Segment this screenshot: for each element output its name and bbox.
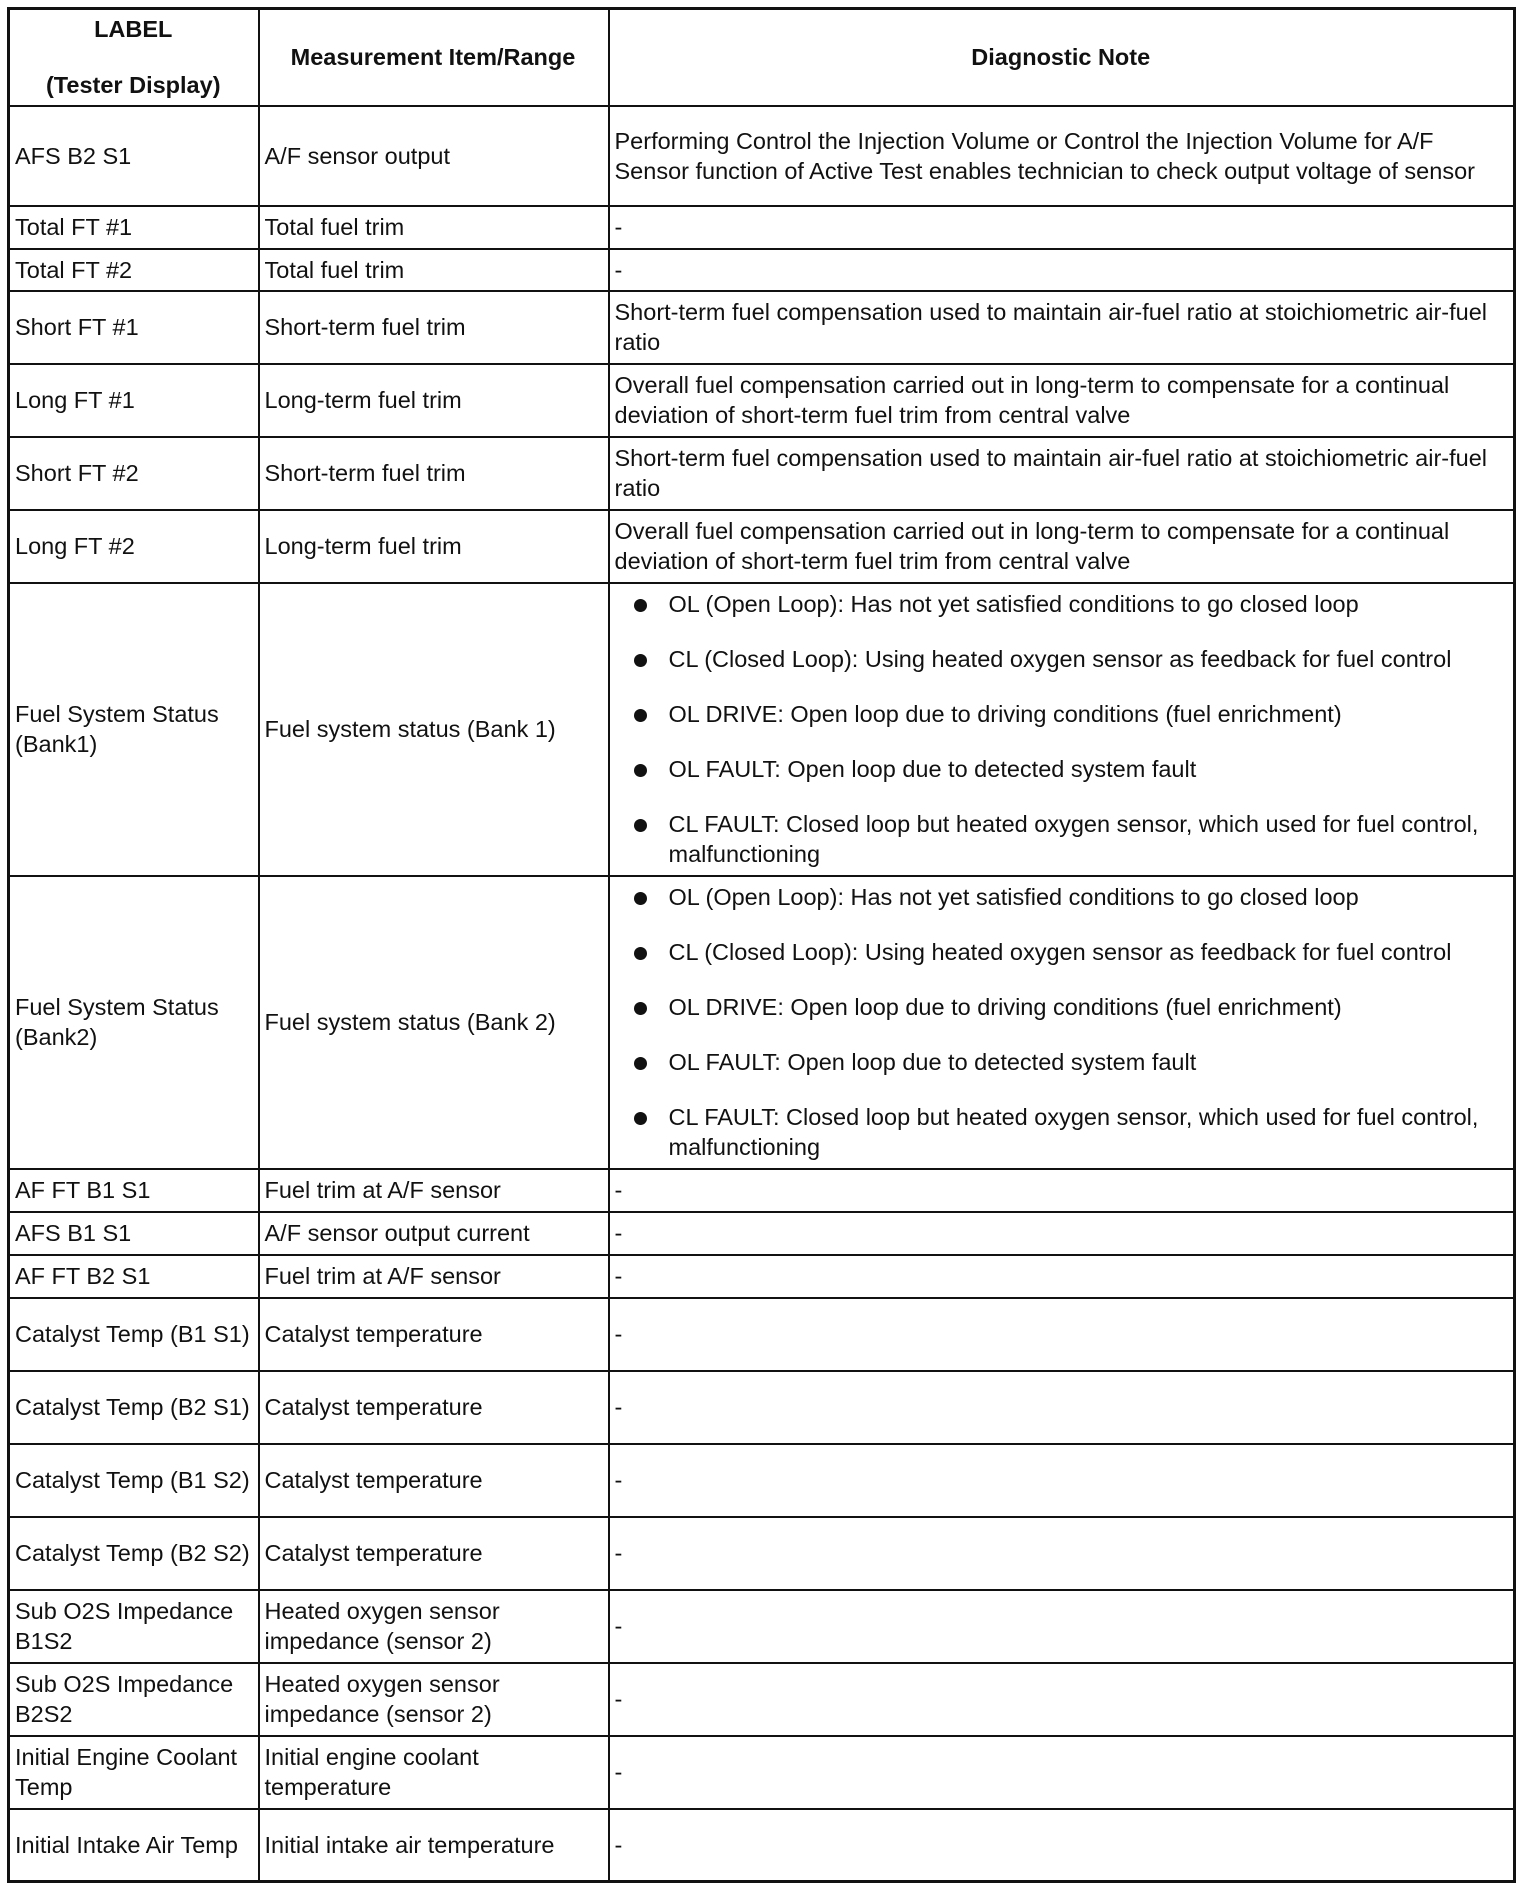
- status-list-item: CL (Closed Loop): Using heated oxygen sensor as feedback for fuel control: [631, 937, 1508, 967]
- diagnostic-note-cell: -: [609, 1590, 1515, 1663]
- table-row: [9, 1255, 1515, 1298]
- diagnostic-note-cell: -: [609, 249, 1515, 291]
- label-cell: Catalyst Temp (B2 S1): [9, 1371, 259, 1444]
- label-cell: Catalyst Temp (B1 S2): [9, 1444, 259, 1517]
- diagnostic-note-cell: -: [609, 206, 1515, 249]
- status-list-item: OL FAULT: Open loop due to detected system fault: [631, 754, 1508, 784]
- measurement-cell: Fuel trim at A/F sensor: [259, 1255, 609, 1298]
- diagnostic-note-cell: -: [609, 1298, 1515, 1371]
- label-cell: Short FT #1: [9, 291, 259, 364]
- label-cell: Fuel System Status (Bank1): [9, 583, 259, 876]
- status-list-item: OL FAULT: Open loop due to detected system fault: [631, 1047, 1508, 1077]
- measurement-cell: Catalyst temperature: [259, 1371, 609, 1444]
- status-list-item: CL FAULT: Closed loop but heated oxygen sensor, which used for fuel control, malfunctioning: [631, 809, 1508, 869]
- status-list-item: OL DRIVE: Open loop due to driving conditions (fuel enrichment): [631, 992, 1508, 1022]
- label-cell: Total FT #1: [9, 206, 259, 249]
- table-row: [9, 510, 1515, 583]
- table-row: [9, 1736, 1515, 1809]
- table-row: [9, 583, 1515, 876]
- diagnostic-note-cell: -: [609, 1255, 1515, 1298]
- label-cell: Sub O2S Impedance B2S2: [9, 1663, 259, 1736]
- measurement-cell: Initial intake air temperature: [259, 1809, 609, 1882]
- table-row: [9, 206, 1515, 249]
- measurement-cell: Short-term fuel trim: [259, 437, 609, 510]
- measurement-cell: Catalyst temperature: [259, 1517, 609, 1590]
- measurement-cell: A/F sensor output: [259, 106, 609, 206]
- table-row: [9, 249, 1515, 291]
- table-row: [9, 364, 1515, 437]
- diagnostic-table: [7, 7, 1516, 1883]
- label-cell: Short FT #2: [9, 437, 259, 510]
- header-label: [9, 9, 259, 106]
- diagnostic-note-cell: -: [609, 1169, 1515, 1212]
- status-list-item: OL DRIVE: Open loop due to driving conditions (fuel enrichment): [631, 699, 1508, 729]
- measurement-cell: Initial engine coolant temperature: [259, 1736, 609, 1809]
- status-list-item: CL FAULT: Closed loop but heated oxygen sensor, which used for fuel control, malfunctioning: [631, 1102, 1508, 1162]
- table-row: [9, 291, 1515, 364]
- table-row: [9, 876, 1515, 1169]
- table-row: [9, 106, 1515, 206]
- measurement-cell: Fuel trim at A/F sensor: [259, 1169, 609, 1212]
- measurement-cell: Total fuel trim: [259, 249, 609, 291]
- status-list: [615, 589, 1508, 869]
- label-cell: Catalyst Temp (B2 S2): [9, 1517, 259, 1590]
- measurement-cell: A/F sensor output current: [259, 1212, 609, 1255]
- label-cell: Initial Engine Coolant Temp: [9, 1736, 259, 1809]
- measurement-cell: Long-term fuel trim: [259, 510, 609, 583]
- measurement-cell: Long-term fuel trim: [259, 364, 609, 437]
- label-cell: AF FT B1 S1: [9, 1169, 259, 1212]
- diagnostic-note-cell: Short-term fuel compensation used to maintain air-fuel ratio at stoichiometric air-fuel ratio: [609, 437, 1515, 510]
- label-cell: AFS B2 S1: [9, 106, 259, 206]
- header-measurement: Measurement Item/Range: [259, 9, 609, 106]
- measurement-cell: Catalyst temperature: [259, 1298, 609, 1371]
- diagnostic-note-cell: -: [609, 1517, 1515, 1590]
- label-cell: Long FT #1: [9, 364, 259, 437]
- measurement-cell: Short-term fuel trim: [259, 291, 609, 364]
- measurement-cell: Total fuel trim: [259, 206, 609, 249]
- table-row: [9, 1298, 1515, 1371]
- label-cell: Total FT #2: [9, 249, 259, 291]
- label-cell: Sub O2S Impedance B1S2: [9, 1590, 259, 1663]
- header-row: [9, 9, 1515, 106]
- label-cell: Catalyst Temp (B1 S1): [9, 1298, 259, 1371]
- table-row: [9, 1590, 1515, 1663]
- diagnostic-note-cell: -: [609, 1212, 1515, 1255]
- status-list-item: CL (Closed Loop): Using heated oxygen sensor as feedback for fuel control: [631, 644, 1508, 674]
- status-list: [615, 882, 1508, 1162]
- diagnostic-note-cell: [609, 583, 1515, 876]
- header-label-line1: LABEL: [94, 16, 173, 43]
- table-row: [9, 1517, 1515, 1590]
- table-row: [9, 1169, 1515, 1212]
- label-cell: Fuel System Status (Bank2): [9, 876, 259, 1169]
- diagnostic-note-cell: -: [609, 1809, 1515, 1882]
- diagnostic-note-cell: Performing Control the Injection Volume or Control the Injection Volume for A/F Sensor function of Active Test enables technician to check output voltage of sensor: [609, 106, 1515, 206]
- diagnostic-note-cell: -: [609, 1444, 1515, 1517]
- measurement-cell: Fuel system status (Bank 1): [259, 583, 609, 876]
- measurement-cell: Heated oxygen sensor impedance (sensor 2): [259, 1590, 609, 1663]
- header-label-line2: (Tester Display): [45, 72, 221, 99]
- diagnostic-note-cell: [609, 876, 1515, 1169]
- header-diagnostic-note: Diagnostic Note: [609, 9, 1515, 106]
- diagnostic-note-cell: -: [609, 1736, 1515, 1809]
- status-list-item: OL (Open Loop): Has not yet satisfied conditions to go closed loop: [631, 589, 1508, 619]
- label-cell: AFS B1 S1: [9, 1212, 259, 1255]
- diagnostic-note-cell: Overall fuel compensation carried out in long-term to compensate for a continual deviation of short-term fuel trim from central valve: [609, 510, 1515, 583]
- diagnostic-note-cell: Overall fuel compensation carried out in long-term to compensate for a continual deviation of short-term fuel trim from central valve: [609, 364, 1515, 437]
- label-cell: AF FT B2 S1: [9, 1255, 259, 1298]
- table-row: [9, 1809, 1515, 1882]
- table-row: [9, 1371, 1515, 1444]
- label-cell: Initial Intake Air Temp: [9, 1809, 259, 1882]
- measurement-cell: Fuel system status (Bank 2): [259, 876, 609, 1169]
- status-list-item: OL (Open Loop): Has not yet satisfied conditions to go closed loop: [631, 882, 1508, 912]
- diagnostic-note-cell: -: [609, 1663, 1515, 1736]
- table-row: [9, 437, 1515, 510]
- measurement-cell: Catalyst temperature: [259, 1444, 609, 1517]
- measurement-cell: Heated oxygen sensor impedance (sensor 2): [259, 1663, 609, 1736]
- table-row: [9, 1444, 1515, 1517]
- label-cell: Long FT #2: [9, 510, 259, 583]
- table-row: [9, 1663, 1515, 1736]
- diagnostic-note-cell: Short-term fuel compensation used to maintain air-fuel ratio at stoichiometric air-fuel ratio: [609, 291, 1515, 364]
- table-row: [9, 1212, 1515, 1255]
- diagnostic-note-cell: -: [609, 1371, 1515, 1444]
